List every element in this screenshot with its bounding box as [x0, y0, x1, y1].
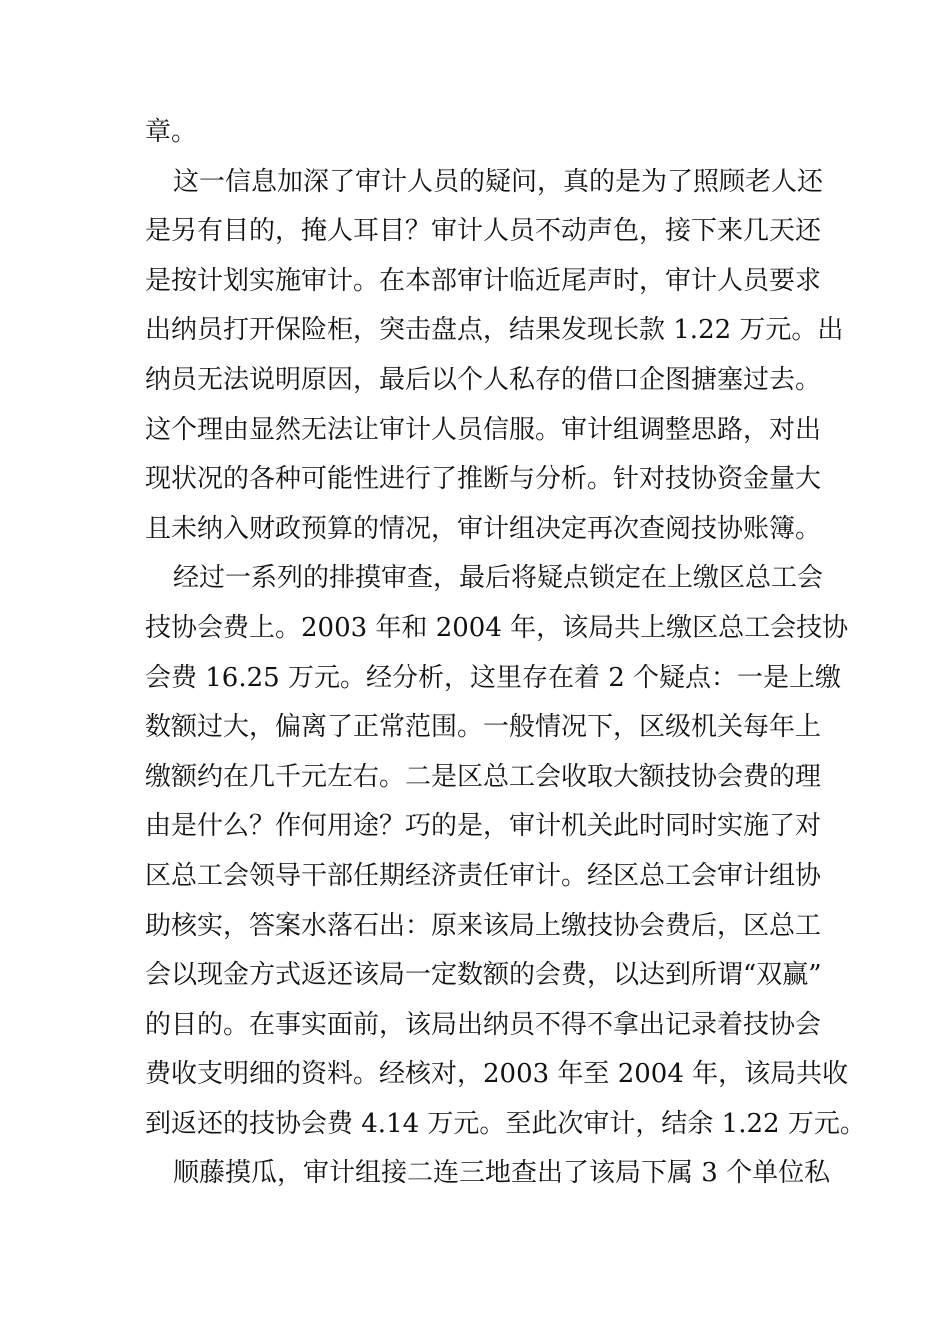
- text-line: 缴额约在几千元左右。二是区总工会收取大额技协会费的理: [145, 761, 822, 792]
- text-line: 现状况的各种可能性进行了推断与分析。针对技协资金量大: [145, 464, 822, 495]
- text-line: 是另有目的，掩人耳目？审计人员不动声色，接下来几天还: [145, 216, 822, 247]
- text-line: 且未纳入财政预算的情况，审计组决定再次查阅技协账簿。: [145, 513, 822, 544]
- paragraph-first-line: 顺藤摸瓜，审计组接二连三地查出了该局下属 3 个单位私: [173, 1158, 831, 1189]
- text-line: 是按计划实施审计。在本部审计临近尾声时，审计人员要求: [145, 265, 822, 296]
- text-line: 这个理由显然无法让审计人员信服。审计组调整思路，对出: [145, 414, 822, 445]
- text-line: 费收支明细的资料。经核对，2003 年至 2004 年，该局共收: [145, 1059, 849, 1090]
- text-line: 区总工会领导干部任期经济责任审计。经区总工会审计组协: [145, 860, 822, 891]
- paragraph-first-line: 经过一系列的排摸审查，最后将疑点锁定在上缴区总工会: [173, 563, 824, 594]
- text-line: 出纳员打开保险柜，突击盘点，结果发现长款 1.22 万元。出: [145, 315, 844, 346]
- text-line: 会费 16.25 万元。经分析，这里存在着 2 个疑点：一是上缴: [145, 662, 842, 693]
- paragraph-first-line: 这一信息加深了审计人员的疑问，真的是为了照顾老人还: [173, 166, 824, 197]
- text-line: 由是什么？作何用途？巧的是，审计机关此时同时实施了对: [145, 811, 822, 842]
- text-line: 到返还的技协会费 4.14 万元。至此次审计，结余 1.22 万元。: [145, 1108, 866, 1139]
- body-text: [145, 108, 866, 1199]
- text-line: 助核实，答案水落石出：原来该局上缴技协会费后，区总工: [145, 910, 822, 941]
- text-line: 会以现金方式返还该局一定数额的会费，以达到所谓“双赢”: [145, 960, 822, 991]
- text-line: 技协会费上。2003 年和 2004 年，该局共上缴区总工会技协: [145, 612, 849, 643]
- text-line: 的目的。在事实面前，该局出纳员不得不拿出记录着技协会: [145, 1009, 822, 1040]
- text-line: 章。: [145, 117, 198, 147]
- text-line: 纳员无法说明原因，最后以个人私存的借口企图搪塞过去。: [145, 364, 822, 395]
- text-line: 数额过大，偏离了正常范围。一般情况下，区级机关每年上: [145, 712, 822, 743]
